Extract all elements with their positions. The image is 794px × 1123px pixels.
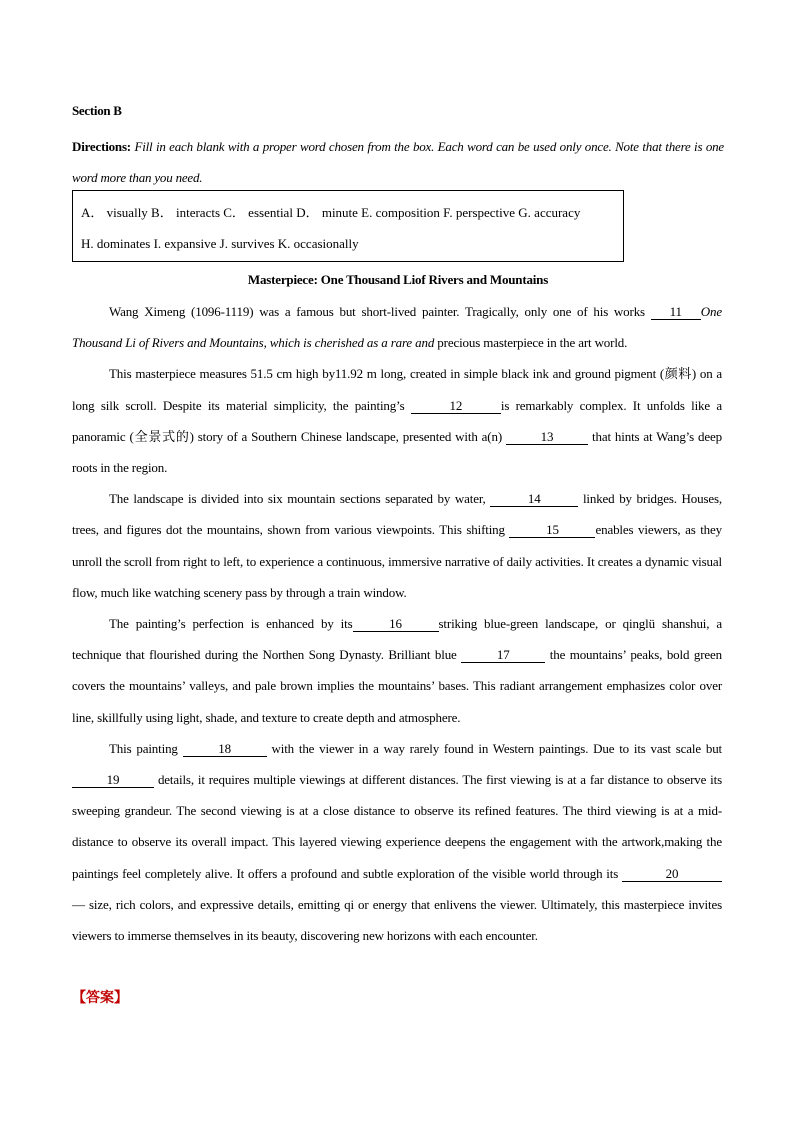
blank-16: 16 [353,617,439,632]
paragraph-1-text-a: Wang Ximeng (1096-1119) was a famous but short-lived painter. Tragically, only one of his works [109,304,651,319]
word-bank-line-1: A． visually B． interacts C． essential D． minute E. composition F. perspective G. accuracy [81,205,581,220]
blank-14: 14 [490,492,578,507]
blank-17: 17 [461,648,545,663]
paragraph-3 [72,483,722,608]
blank-18: 18 [183,742,267,757]
paragraph-5-text-a: This painting [109,740,183,756]
answer-label: 【答案】 [72,990,128,1006]
paragraph-3-text-a: The landscape is divided into six mountain sections separated by water, [109,491,491,507]
passage-body [72,296,722,951]
blank-20: 20 [622,867,722,882]
blank-11: 11 [651,305,701,320]
word-bank-line-2: H. dominates I. expansive J. survives K. occasionally [81,236,359,251]
paragraph-5-text-c: details, it requires multiple viewings at different distances. The first viewing is at a far distance to observe its sweeping grandeur. The second viewing is at a close distance to observe its refined features. The third viewing is at a mid-distance to observe its overall impact. This layered viewing experience deepens the engagement with the artwork,making the paintings feel completely alive. It offers a profound and subtle exploration of the visible world through its [72,772,722,881]
word-bank-box [72,190,624,262]
blank-15: 15 [509,523,595,538]
paragraph-4-text-b: striking blue-green landscape, or qinglü shanshui, a technique that flourished during the Northen Song Dynasty. Brilliant blue [72,616,722,663]
paragraph-1-italic-title: One Thousand Li of Rivers and Mountains, which is cherished as a rare and [72,304,722,351]
paragraph-5 [72,733,722,951]
paragraph-1 [72,296,722,358]
directions [72,131,724,193]
paragraph-2 [72,358,722,483]
paragraph-2-text-a: This masterpiece measures 51.5 cm high by11.92 m long, created in simple black ink and ground pigment (颜料) on a long silk scroll. Despite its material simplicity, the painting’s [72,366,722,413]
paragraph-4-text-a: The painting’s perfection is enhanced by its [109,616,353,632]
passage-title: Masterpiece: One Thousand Liof Rivers and Mountains [247,272,549,287]
paragraph-2-text-c: that hints at Wang’s deep roots in the region. [72,428,722,476]
directions-label: Directions: [72,139,131,154]
directions-text: Fill in each blank with a proper word chosen from the box. Each word can be used only once. Note that there is one word more than you need. [72,139,724,185]
blank-13: 13 [506,430,588,445]
paragraph-5-text-b: with the viewer in a way rarely found in Western paintings. Due to its vast scale but [266,740,723,756]
paragraph-3-text-c: enables viewers, as they unroll the scroll from right to left, to experience a continuous, immersive narrative of daily activities. It creates a dynamic visual flow, much like watching scenery pass by through a train window. [72,522,722,600]
section-title: Section B [72,103,122,118]
paragraph-4 [72,608,722,733]
paragraph-2-text-b: is remarkably complex. It unfolds like a panoramic (全景式的) story of a Southern Chinese landscape, presented with a(n) [72,397,722,444]
blank-19: 19 [72,773,154,788]
paragraph-5-text-d: — size, rich colors, and expressive details, emitting qi or energy that enlivens the viewer. Ultimately, this masterpiece invites viewers to immerse themselves in its beauty, discovering new horizons with each encounter. [72,896,722,944]
paragraph-1-text-c: precious masterpiece in the art world. [434,335,628,351]
paragraph-3-text-b: linked by bridges. Houses, trees, and figures dot the mountains, shown from various viewpoints. This shifting [72,491,723,538]
paragraph-4-text-c: the mountains’ peaks, bold green covers the mountains’ valleys, and pale brown implies the mountains’ bases. This radiant arrangement emphasizes color over line, skillfully using light, shade, and texture to create depth and atmosphere. [72,647,722,725]
blank-12: 12 [411,399,501,414]
